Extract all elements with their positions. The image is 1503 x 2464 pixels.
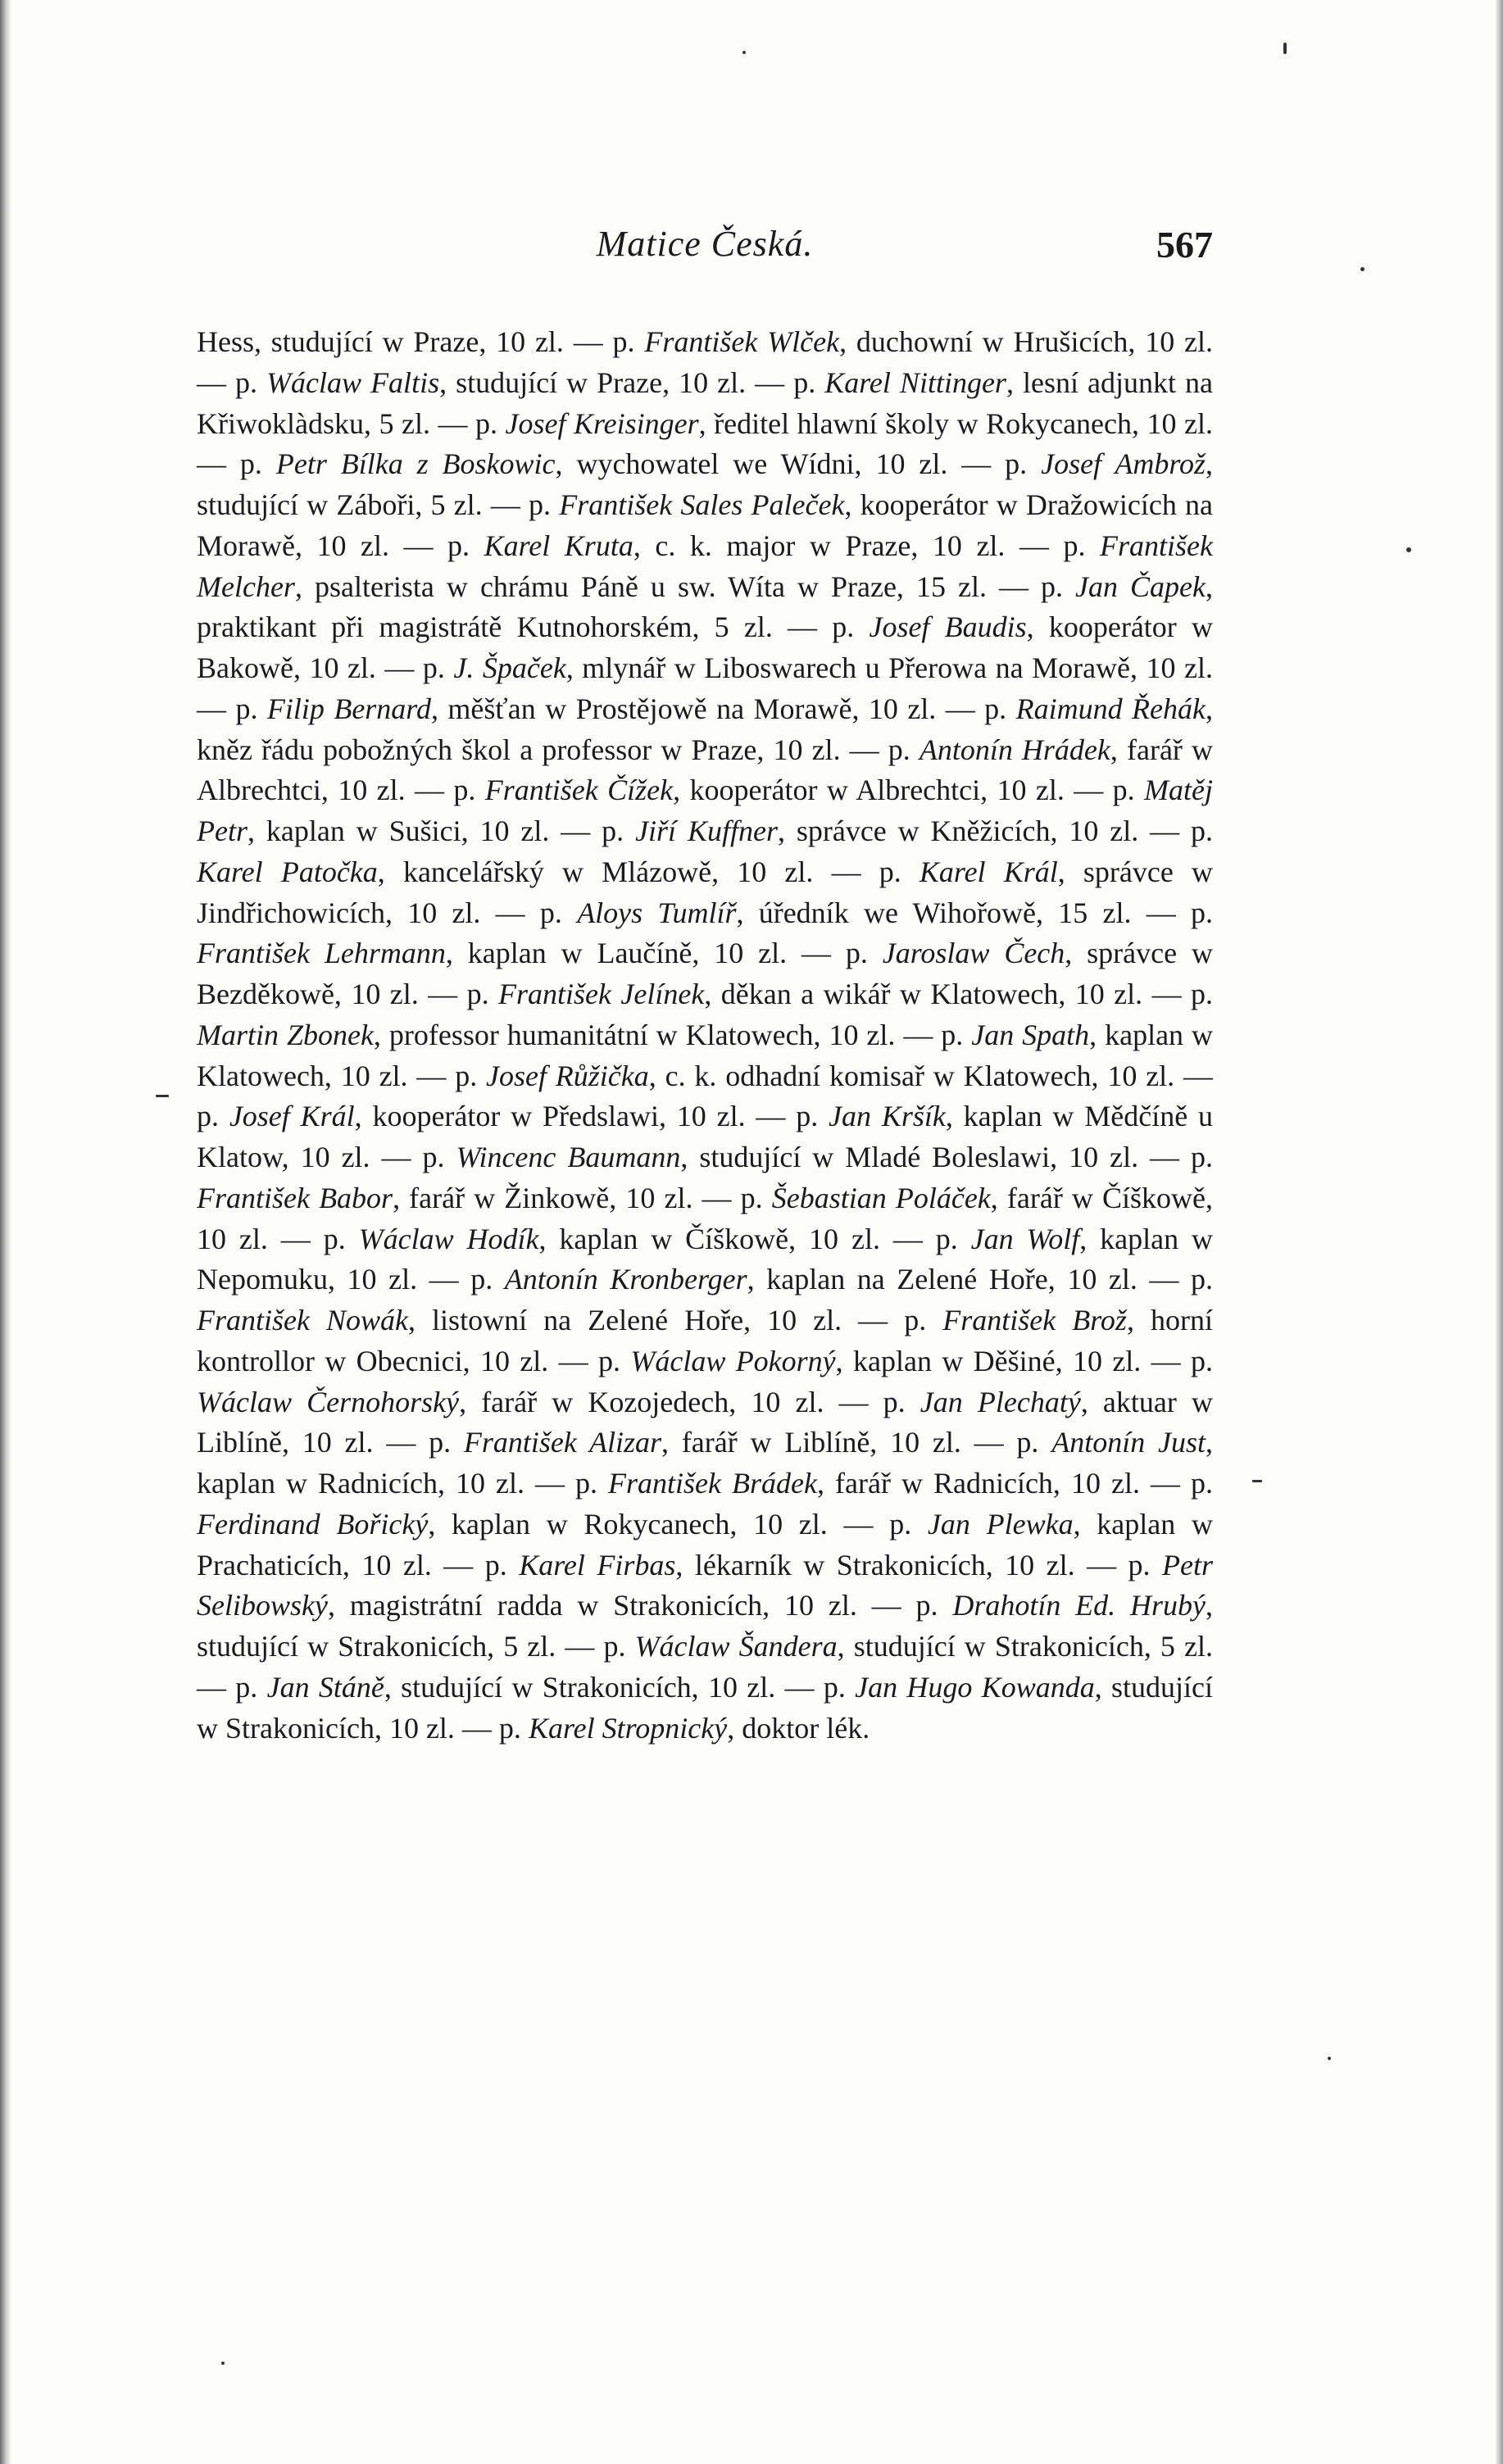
donor-name: Karel Král [919,855,1058,888]
donor-name: Jan Hugo Kowanda [855,1670,1095,1704]
text-segment: , kaplan w Laučíně, 10 zl. — p. [445,937,883,970]
page-right-edge [1495,0,1503,2464]
text-segment: , farář w Žinkowě, 10 zl. — p. [393,1181,772,1214]
print-speck [1406,547,1411,552]
donor-name: Petr Selibowský [197,1548,1213,1622]
donor-name: Jaroslaw Čech [882,937,1065,970]
text-segment: , farář w Radnicích, 10 zl. — p. [817,1467,1213,1500]
donor-name: František Čížek [484,774,674,807]
text-segment: , kaplan w Klatowech, 10 zl. — p. [197,1018,1213,1092]
donor-name: František Alizar [463,1426,662,1459]
donor-name: František Brádek [608,1467,817,1500]
text-segment: , doktor lék. [727,1711,870,1745]
text-segment: , farář w Albrechtci, 10 zl. — p. [197,733,1214,807]
text-segment: , kaplan w Radnicích, 10 zl. — p. [197,1426,1213,1500]
donor-name: Antonín Just [1051,1426,1206,1459]
print-speck [1283,43,1287,54]
text-segment: , ředitel hlawní školy w Rokycanech, 10 zl. — p. [197,406,1213,481]
donor-name: Wáclaw Pokorný [630,1344,836,1377]
text-segment: , správce w Kněžicích, 10 zl. — p. [777,815,1214,847]
print-speck [1252,1480,1262,1482]
donor-name: Martin Zbonek [197,1018,374,1051]
print-speck [221,2362,225,2365]
text-segment: , studující w Strakonicích, 10 zl. — p. [197,1670,1214,1745]
text-segment: , správce w Jindřichowicích, 10 zl. — p. [197,855,1213,929]
text-segment: , děkan a wikář w Klatowech, 10 zl. — p. [704,978,1214,1010]
text-segment: , kancelářský w Mlázowě, 10 zl. — p. [377,855,920,888]
donor-name: Karel Nittinger [824,365,1006,399]
donor-name: Antonín Hrádek [919,733,1110,766]
donor-name: Jan Wolf [970,1222,1080,1255]
text-segment: , lesní adjunkt na Křiwoklàdsku, 5 zl. — p. [197,365,1213,440]
text-segment: , kooperátor w Albrechtci, 10 zl. — p. [673,774,1145,807]
donor-name: Josef Růžička [486,1059,649,1092]
text-segment: , psalterista w chrámu Páně u sw. Wíta w Praze, 15 zl. — p. [294,569,1076,603]
donor-name: František Jelínek [498,978,705,1010]
donor-name: František Babor [197,1181,393,1214]
text-segment: , studující w Záboři, 5 zl. — p. [197,447,1214,521]
text-segment: , úředník we Wihořowě, 15 zl. — p. [736,896,1214,929]
donor-name: Wincenc Baumann [456,1141,681,1173]
text-segment: Hess, studující w Praze, 10 zl. — p. [197,325,645,358]
text-segment: , kooperátor w Bakowě, 10 zl. — p. [197,610,1213,684]
text-segment: , listowní na Zelené Hoře, 10 zl. — p. [408,1304,943,1336]
text-segment: , wychowatel we Wídni, 10 zl. — p. [555,447,1042,481]
donor-name: Jan Spath [971,1018,1090,1051]
donor-name: Petr Bílka z Boskowic [275,447,556,481]
print-speck [156,1095,169,1097]
text-segment: , kaplan na Zelené Hoře, 10 zl. — p. [747,1263,1213,1296]
donor-name: František Nowák [197,1304,409,1336]
text-segment: , farář w Číškowě, 10 zl. — p. [197,1181,1214,1255]
donor-name: Raimund Řehák [1015,692,1206,725]
donor-name: František Wlček [644,325,840,358]
donor-name: Wáclaw Černohorský [197,1385,460,1418]
text-segment: , správce w Bezděkowě, 10 zl. — p. [197,937,1213,1010]
donor-list-paragraph [197,322,1213,2453]
text-segment: , lékarník w Strakonicích, 10 zl. — p. [675,1548,1163,1581]
donor-name: František Melcher [197,529,1213,603]
donor-name: František Lehrmann [197,937,446,970]
text-segment: , studující w Mladé Boleslawi, 10 zl. — p. [680,1141,1213,1173]
donor-name: Jiří Kuffner [635,815,778,847]
page-left-edge [0,0,11,2464]
donor-name: Wáclaw Šandera [634,1630,838,1663]
donor-name: Jan Kršík [829,1100,946,1133]
donor-name: Karel Stropnický [528,1711,728,1745]
text-segment: , kaplan w Rokycanech, 10 zl. — p. [428,1507,928,1541]
text-segment: , měšťan w Prostějowě na Morawě, 10 zl. — p. [430,692,1016,725]
text-segment: , professor humanitátní w Klatowech, 10 zl. — p. [373,1018,972,1051]
text-segment: , horní kontrollor w Obecnici, 10 zl. — p. [197,1304,1213,1377]
donor-name: Jan Plechatý [920,1385,1081,1418]
text-segment: , kooperátor w Předslawi, 10 zl. — p. [354,1100,829,1133]
donor-name: Jan Plewka [927,1507,1074,1541]
text-segment: , studující w Strakonicích, 5 zl. — p. [197,1630,1213,1704]
donor-name: Wáclaw Hodík [358,1222,539,1255]
text-segment: , studující w Strakonicích, 10 zl. — p. [384,1670,856,1704]
donor-name: Šebastian Poláček [771,1181,991,1214]
donor-name: Matěj Petr [197,774,1213,847]
text-segment: , kaplan w Prachaticích, 10 zl. — p. [197,1507,1213,1581]
donor-name: Wáclaw Faltis [266,365,440,399]
text-segment: , kaplan w Nepomuku, 10 zl. — p. [197,1222,1213,1296]
text-segment: , farář w Kozojedech, 10 zl. — p. [459,1385,920,1418]
page-header [197,223,1213,275]
text-segment: , c. k. major w Praze, 10 zl. — p. [633,529,1101,562]
donor-name: Josef Král [229,1100,355,1133]
text-segment: , kněz řádu pobožných škol a professor w Praze, 10 zl. — p. [197,692,1214,766]
donor-name: Jan Čapek [1075,569,1206,603]
text-segment: , kaplan w Číškowě, 10 zl. — p. [538,1222,971,1255]
text-segment: , magistrátní radda w Strakonicích, 10 zl. — p. [327,1589,953,1622]
text-segment: , duchowní w Hrušicích, 10 zl. — p. [197,325,1213,399]
donor-name: Josef Ambrož [1041,447,1206,481]
donor-name: Karel Kruta [484,529,633,562]
donor-name: Drahotín Ed. Hrubý [952,1589,1206,1622]
text-segment: , kaplan w Mědčíně u Klatow, 10 zl. — p. [197,1100,1213,1173]
text-segment: , kooperátor w Dražowicích na Morawě, 10 zl. — p. [197,488,1213,562]
print-speck [742,51,746,54]
text-segment: , kaplan w Sušici, 10 zl. — p. [247,815,636,847]
running-title: Matice Česká. [596,224,814,264]
text-segment: , kaplan w Děšiné, 10 zl. — p. [835,1344,1214,1377]
donor-name: Filip Bernard [266,692,431,725]
text-segment: , studující w Praze, 10 zl. — p. [439,365,825,399]
print-speck [1360,267,1365,271]
donor-name: František Sales Paleček [559,488,845,521]
print-speck [1328,2057,1331,2060]
donor-name: Josef Baudis [869,610,1027,644]
donor-name: Karel Patočka [197,855,378,888]
donor-name: František Brož [942,1304,1127,1336]
donor-name: Ferdinand Bořický [197,1507,429,1541]
donor-name: Josef Kreisinger [505,406,699,440]
text-segment: , studující w Strakonicích, 5 zl. — p. [197,1589,1213,1663]
text-segment: , c. k. odhadní komisař w Klatowech, 10 zl. — p. [197,1059,1213,1133]
donor-name: Karel Firbas [519,1548,676,1581]
donor-name: Antonín Kronberger [504,1263,747,1296]
text-segment: , mlynář w Liboswarech u Přerowa na Morawě, 10 zl. — p. [197,651,1213,725]
page-number: 567 [1156,224,1213,265]
text-segment: , aktuar w Liblíně, 10 zl. — p. [197,1385,1213,1459]
text-segment: , farář w Liblíně, 10 zl. — p. [661,1426,1052,1459]
donor-name: Jan Stáně [266,1670,384,1704]
text-segment: , praktikant při magistrátě Kutnohorském, 5 zl. — p. [197,569,1214,644]
donor-name: Aloys Tumlíř [577,896,737,929]
donor-name: J. Špaček [453,651,566,684]
